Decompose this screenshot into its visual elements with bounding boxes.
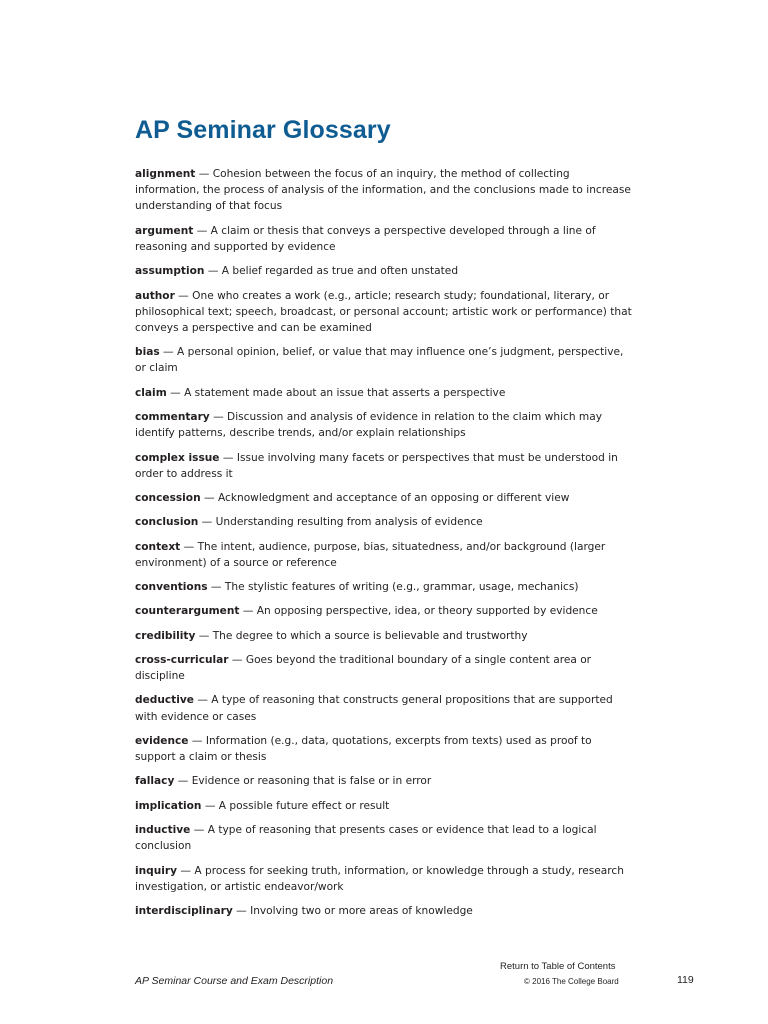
glossary-entry [135, 263, 635, 279]
glossary-entry [135, 822, 635, 854]
glossary-definition: — A belief regarded as true and often unstated [204, 265, 459, 278]
glossary-entry [135, 692, 635, 724]
glossary-definition: — A process for seeking truth, information, or knowledge through a study, research investigation, or artistic endeavor/work [135, 864, 624, 893]
glossary-definition: — A possible future effect or result [201, 799, 390, 812]
glossary-term: evidence [135, 734, 189, 747]
glossary-term: inductive [135, 824, 191, 837]
glossary-definition: — The stylistic features of writing (e.g., grammar, usage, mechanics) [207, 581, 579, 594]
glossary-term: conventions [135, 581, 208, 594]
glossary-definition: — The intent, audience, purpose, bias, situatedness, and/or background (larger environment) of a source or reference [135, 540, 606, 569]
glossary-definition: — Discussion and analysis of evidence in relation to the claim which may identify patterns, describe trends, and/or explain relationships [135, 411, 602, 440]
glossary-entry [135, 579, 635, 595]
glossary-term: author [135, 289, 175, 302]
footer-course-title: AP Seminar Course and Exam Description [135, 975, 334, 987]
glossary-entry [135, 733, 635, 765]
page-number: 119 [677, 974, 694, 986]
glossary-term: bias [135, 346, 160, 359]
glossary-term: inquiry [135, 864, 178, 877]
glossary-definition: — A type of reasoning that presents cases or evidence that lead to a logical conclusion [135, 824, 597, 853]
glossary-definition: — One who creates a work (e.g., article; research study; foundational, literary, or philosophical text; speech, broadcast, or personal account; artistic work or performance) that conveys a perspective and can be examined [135, 289, 632, 334]
glossary-definition: — Acknowledgment and acceptance of an opposing or different view [200, 492, 570, 504]
glossary-entry [135, 798, 635, 814]
glossary-term: context [135, 540, 181, 553]
glossary-entry [135, 409, 635, 441]
glossary-entry [135, 903, 635, 919]
glossary-entry [135, 288, 635, 337]
glossary-definition: — Issue involving many facets or perspectives that must be understood in order to address it [135, 451, 618, 480]
glossary-term: commentary [135, 411, 210, 423]
glossary-definition: — A type of reasoning that constructs general propositions that are supported with evidence or cases [135, 694, 613, 723]
glossary-entry [135, 539, 635, 571]
glossary-term: conclusion [135, 516, 199, 529]
glossary-definition: — The degree to which a source is believable and trustworthy [195, 629, 528, 642]
glossary-term: interdisciplinary [135, 905, 233, 918]
glossary-term: argument [135, 224, 194, 237]
return-to-toc-link[interactable]: Return to Table of Contents [500, 961, 616, 972]
glossary-entry [135, 603, 635, 619]
glossary-term: implication [135, 799, 202, 812]
glossary-term: claim [135, 386, 167, 399]
glossary-definition: — A statement made about an issue that asserts a perspective [166, 386, 506, 399]
glossary-entry [135, 863, 635, 895]
glossary-term: credibility [135, 629, 196, 642]
glossary-term: complex issue [135, 451, 220, 464]
glossary-entry [135, 490, 635, 506]
glossary-definition: — Information (e.g., data, quotations, excerpts from texts) used as proof to support a claim or thesis [135, 734, 592, 764]
glossary-definition: — An opposing perspective, idea, or theory supported by evidence [239, 605, 598, 618]
glossary-term: fallacy [135, 775, 175, 788]
glossary-entry [135, 773, 635, 789]
glossary-definition: — A personal opinion, belief, or value that may influence one’s judgment, perspective, or claim [135, 346, 624, 375]
glossary-entry [135, 628, 635, 644]
glossary-definition: — Cohesion between the focus of an inquiry, the method of collecting information, the process of analysis of the information, and the conclusions made to increase understanding of that focus [135, 168, 631, 213]
glossary-definition: — Understanding resulting from analysis of evidence [198, 516, 483, 529]
glossary-entry [135, 652, 635, 684]
glossary-definition: — A claim or thesis that conveys a perspective developed through a line of reasoning and supported by evidence [135, 224, 596, 253]
glossary-term: counterargument [135, 605, 240, 618]
glossary-definition: — Goes beyond the traditional boundary of a single content area or discipline [135, 653, 592, 683]
glossary-entry [135, 344, 635, 376]
glossary-definition: — Evidence or reasoning that is false or in error [174, 775, 432, 788]
glossary-term: deductive [135, 694, 194, 707]
glossary-term: assumption [135, 265, 205, 278]
footer-copyright: © 2016 The College Board [524, 977, 619, 986]
glossary-list [135, 166, 635, 927]
glossary-entry [135, 385, 635, 401]
glossary-entry [135, 223, 635, 255]
glossary-entry [135, 514, 635, 530]
glossary-term: concession [135, 492, 201, 504]
glossary-definition: — Involving two or more areas of knowledge [232, 905, 473, 918]
glossary-entry [135, 450, 635, 482]
glossary-term: cross-curricular [135, 653, 229, 666]
glossary-entry [135, 166, 635, 215]
glossary-term: alignment [135, 168, 196, 180]
page-title: AP Seminar Glossary [135, 116, 391, 144]
